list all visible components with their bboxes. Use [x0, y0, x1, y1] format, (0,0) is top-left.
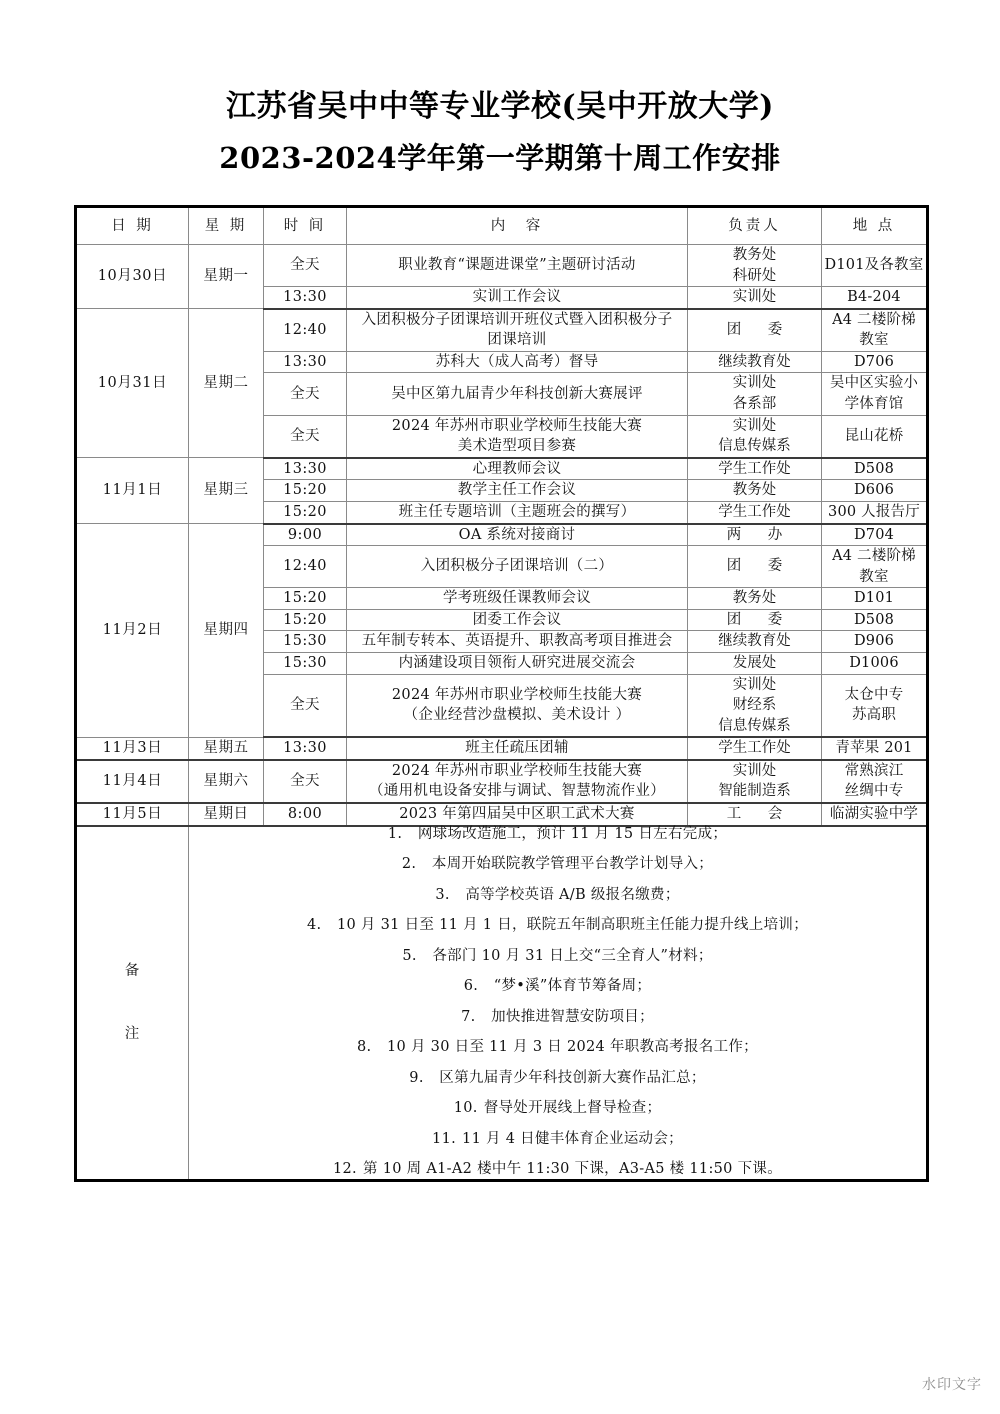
cell-owner: 实训处 财经系 信息传媒系 — [688, 674, 822, 737]
header-row — [76, 207, 928, 245]
remarks-item — [189, 1162, 926, 1177]
cell-owner: 教务处 — [688, 480, 822, 502]
cell-content: 吴中区第九届青少年科技创新大赛展评 — [347, 373, 688, 415]
cell-content: 学考班级任课教师会议 — [347, 588, 688, 610]
cell-time: 15:20 — [264, 588, 347, 610]
remarks-item-text: 本周开始联院教学管理平台教学计划导入； — [431, 856, 714, 873]
cell-owner: 学生工作处 — [688, 501, 822, 523]
cell-content: 2023 年第四届吴中区职工武术大赛 — [347, 803, 688, 826]
cell-owner: 教务处 科研处 — [688, 245, 822, 287]
cell-place: D508 — [822, 609, 928, 631]
cell-content: 班主任专题培训（主题班会的撰写） — [347, 501, 688, 523]
remarks-item-text: 10 月 31 日至 11 月 1 日，联院五年制高职班主任能力提升线上培训； — [336, 917, 809, 934]
table-row — [76, 524, 928, 546]
cell-place: 临湖实验中学 — [822, 803, 928, 826]
cell-content: 入团积极分子团课培训开班仪式暨入团积极分子 团课培训 — [347, 309, 688, 352]
remarks-item — [189, 949, 926, 964]
cell-owner: 发展处 — [688, 652, 822, 674]
column-header-date: 日 期 — [76, 207, 189, 245]
remarks-item-number: 12. — [333, 1161, 357, 1178]
cell-time: 15:20 — [264, 480, 347, 502]
table-header — [76, 207, 928, 245]
document-title-block — [0, 0, 1000, 173]
cell-weekday: 星期四 — [189, 524, 264, 738]
cell-content: 2024 年苏州市职业学校师生技能大赛 （通用机电设备安排与调试、智慧物流作业） — [347, 760, 688, 803]
cell-date: 11月5日 — [76, 803, 189, 826]
table-footer — [76, 826, 928, 1181]
remarks-item-text: 第 10 周 A1-A2 楼中午 11:30 下课，A3-A5 楼 11:50 下课。 — [363, 1161, 782, 1178]
table-row — [76, 803, 928, 826]
cell-place: B4-204 — [822, 287, 928, 309]
remarks-item-number: 3. — [435, 886, 450, 903]
cell-weekday: 星期六 — [189, 760, 264, 803]
cell-place: D101 — [822, 588, 928, 610]
cell-content: 五年制专转本、英语提升、职教高考项目推进会 — [347, 631, 688, 653]
cell-time: 全天 — [264, 674, 347, 737]
cell-time: 13:30 — [264, 351, 347, 373]
remarks-list — [189, 827, 926, 1177]
cell-place: D1006 — [822, 652, 928, 674]
cell-time: 15:30 — [264, 631, 347, 653]
table-body — [76, 245, 928, 826]
cell-place: 太仓中专 苏高职 — [822, 674, 928, 737]
cell-place: 吴中区实验小 学体育馆 — [822, 373, 928, 415]
remarks-item-text: 各部门 10 月 31 日上交“三全育人”材料； — [432, 947, 713, 964]
remarks-item — [189, 1101, 926, 1116]
column-header-place: 地 点 — [822, 207, 928, 245]
cell-content: 教学主任工作会议 — [347, 480, 688, 502]
column-header-content: 内 容 — [347, 207, 688, 245]
cell-owner: 实训处 — [688, 287, 822, 309]
cell-date: 11月4日 — [76, 760, 189, 803]
remarks-item — [189, 888, 926, 903]
cell-time: 全天 — [264, 245, 347, 287]
cell-place: A4 二楼阶梯 教室 — [822, 309, 928, 352]
cell-time: 12:40 — [264, 309, 347, 352]
cell-time: 13:30 — [264, 737, 347, 760]
cell-weekday: 星期日 — [189, 803, 264, 826]
cell-weekday: 星期一 — [189, 245, 264, 309]
cell-owner: 团 委 — [688, 609, 822, 631]
watermark-text: 水印文字 — [922, 1377, 982, 1393]
cell-weekday: 星期五 — [189, 737, 264, 760]
cell-weekday: 星期二 — [189, 309, 264, 458]
column-header-weekday: 星 期 — [189, 207, 264, 245]
table-row — [76, 737, 928, 760]
remarks-item — [189, 857, 926, 872]
cell-owner: 实训处 智能制造系 — [688, 760, 822, 803]
table-row — [76, 458, 928, 480]
remarks-item — [189, 918, 926, 933]
cell-owner: 学生工作处 — [688, 737, 822, 760]
remarks-label — [76, 826, 189, 1181]
cell-owner: 实训处 各系部 — [688, 373, 822, 415]
table-row — [76, 760, 928, 803]
remarks-item-text: 高等学校英语 A/B 级报名缴费； — [465, 886, 680, 903]
cell-place: D101及各教室 — [822, 245, 928, 287]
cell-time: 全天 — [264, 415, 347, 458]
cell-content: 苏科大（成人高考）督导 — [347, 351, 688, 373]
cell-owner: 教务处 — [688, 588, 822, 610]
cell-content: OA 系统对接商讨 — [347, 524, 688, 546]
column-header-time: 时 间 — [264, 207, 347, 245]
cell-place: A4 二楼阶梯 教室 — [822, 546, 928, 588]
remarks-item-number: 11. — [432, 1130, 457, 1147]
cell-content: 心理教师会议 — [347, 458, 688, 480]
cell-time: 12:40 — [264, 546, 347, 588]
weekly-schedule-table — [74, 205, 929, 1182]
cell-content: 团委工作会议 — [347, 609, 688, 631]
remarks-row — [76, 826, 928, 1181]
remarks-item-number: 1. — [387, 825, 403, 842]
remarks-item-text: 网球场改造施工，预计 11 月 15 日左右完成； — [417, 825, 728, 842]
cell-time: 13:30 — [264, 458, 347, 480]
remarks-item — [189, 979, 926, 994]
remarks-item — [189, 1071, 926, 1086]
remarks-item-text: 11 月 4 日健丰体育企业运动会； — [462, 1130, 683, 1147]
cell-date: 11月3日 — [76, 737, 189, 760]
remarks-item-text: 督导处开展线上督导检查； — [483, 1100, 662, 1117]
remarks-item — [189, 1010, 926, 1025]
remarks-item-number: 5. — [402, 947, 417, 964]
table-row — [76, 245, 928, 287]
cell-place: D606 — [822, 480, 928, 502]
remarks-item-number: 4. — [306, 917, 322, 934]
cell-date: 10月30日 — [76, 245, 189, 309]
cell-time: 9:00 — [264, 524, 347, 546]
cell-time: 全天 — [264, 760, 347, 803]
remarks-item-number: 2. — [401, 856, 417, 873]
cell-content: 内涵建设项目领衔人研究进展交流会 — [347, 652, 688, 674]
remarks-label-char-2: 注 — [124, 1025, 141, 1042]
cell-place: 常熟滨江 丝绸中专 — [822, 760, 928, 803]
cell-owner: 工 会 — [688, 803, 822, 826]
cell-time: 13:30 — [264, 287, 347, 309]
cell-owner: 继续教育处 — [688, 631, 822, 653]
cell-place: 300 人报告厅 — [822, 501, 928, 523]
cell-owner: 实训处 信息传媒系 — [688, 415, 822, 458]
cell-owner: 两 办 — [688, 524, 822, 546]
cell-owner: 继续教育处 — [688, 351, 822, 373]
cell-content: 入团积极分子团课培训（二） — [347, 546, 688, 588]
remarks-item-number: 7. — [461, 1008, 476, 1025]
cell-date: 11月2日 — [76, 524, 189, 738]
cell-time: 8:00 — [264, 803, 347, 826]
remarks-item-text: “梦•溪”体育节筹备周； — [493, 978, 652, 995]
cell-place: D706 — [822, 351, 928, 373]
cell-time: 15:30 — [264, 652, 347, 674]
remarks-item-number: 6. — [463, 978, 479, 995]
remarks-item — [189, 1040, 926, 1055]
cell-date: 10月31日 — [76, 309, 189, 458]
schedule-table-container — [74, 205, 926, 1182]
cell-content: 实训工作会议 — [347, 287, 688, 309]
cell-content: 职业教育“课题进课堂”主题研讨活动 — [347, 245, 688, 287]
cell-content: 2024 年苏州市职业学校师生技能大赛 （企业经营沙盘模拟、美术设计 ） — [347, 674, 688, 737]
cell-owner: 学生工作处 — [688, 458, 822, 480]
school-name-title: 江苏省吴中中等专业学校(吴中开放大学) — [226, 89, 774, 124]
remarks-item — [189, 827, 926, 842]
remarks-label-char-1: 备 — [124, 963, 141, 980]
cell-place: D508 — [822, 458, 928, 480]
remarks-item-number: 10. — [453, 1100, 478, 1117]
cell-content: 班主任疏压团辅 — [347, 737, 688, 760]
remarks-item-number: 9. — [409, 1069, 424, 1086]
cell-time: 15:20 — [264, 501, 347, 523]
remarks-item-text: 区第九届青少年科技创新大赛作品汇总； — [439, 1069, 706, 1086]
remarks-item-text: 加快推进智慧安防项目； — [491, 1008, 654, 1025]
cell-content: 2024 年苏州市职业学校师生技能大赛 美术造型项目参赛 — [347, 415, 688, 458]
cell-owner: 团 委 — [688, 309, 822, 352]
cell-owner: 团 委 — [688, 546, 822, 588]
cell-place: 青苹果 201 — [822, 737, 928, 760]
column-header-owner: 负责人 — [688, 207, 822, 245]
remarks-item — [189, 1132, 926, 1147]
remarks-content — [189, 826, 928, 1181]
table-row — [76, 309, 928, 352]
cell-place: 昆山花桥 — [822, 415, 928, 458]
cell-time: 全天 — [264, 373, 347, 415]
cell-time: 15:20 — [264, 609, 347, 631]
cell-weekday: 星期三 — [189, 458, 264, 524]
remarks-item-text: 10 月 30 日至 11 月 3 日 2024 年职教高考报名工作； — [387, 1039, 758, 1056]
remarks-item-number: 8. — [357, 1039, 372, 1056]
cell-place: D906 — [822, 631, 928, 653]
cell-place: D704 — [822, 524, 928, 546]
cell-date: 11月1日 — [76, 458, 189, 524]
schedule-subtitle: 2023-2024学年第一学期第十周工作安排 — [219, 141, 781, 175]
